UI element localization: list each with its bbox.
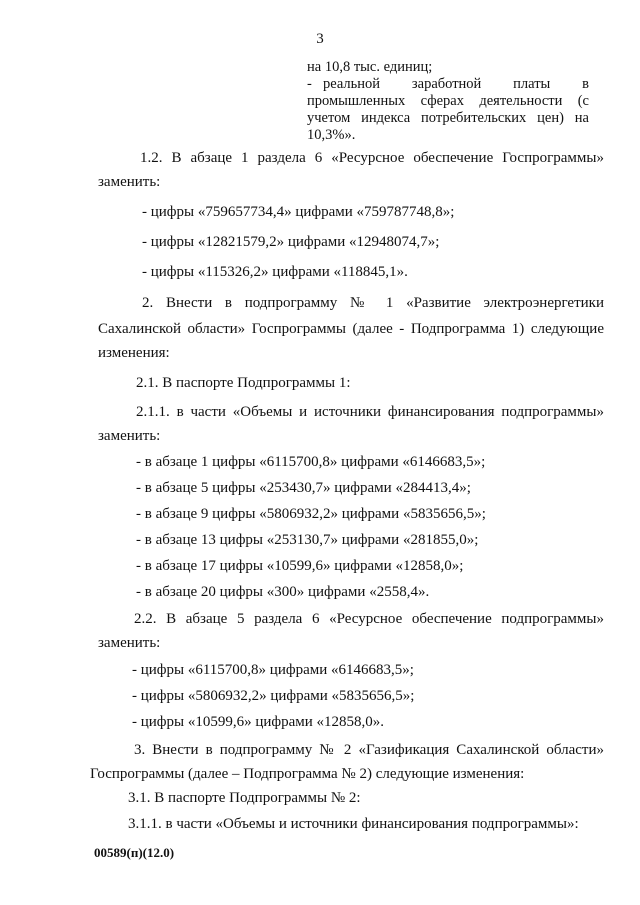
paragraph-line: 3.1. В паспорте Подпрограммы № 2: <box>128 790 361 806</box>
list-item: - в абзаце 20 цифры «300» цифрами «2558,4». <box>136 584 430 600</box>
paragraph-line: 3.1.1. в части «Объемы и источники финансирования подпрограммы»: <box>128 816 579 832</box>
paragraph-line: 2.1. В паспорте Подпрограммы 1: <box>136 375 351 391</box>
list-item: - в абзаце 17 цифры «10599,6» цифрами «12858,0»; <box>136 558 464 574</box>
list-item: - в абзаце 5 цифры «253430,7» цифрами «284413,4»; <box>136 480 471 496</box>
paragraph-line: 1.2. В абзаце 1 раздела 6 «Ресурсное обеспечение Госпрограммы» <box>140 150 604 166</box>
list-item: - в абзаце 1 цифры «6115700,8» цифрами «6146683,5»; <box>136 454 486 470</box>
list-item: - в абзаце 13 цифры «253130,7» цифрами «281855,0»; <box>136 532 479 548</box>
list-item: - цифры «10599,6» цифрами «12858,0». <box>132 714 385 730</box>
list-item: - в абзаце 9 цифры «5806932,2» цифрами «5835656,5»; <box>136 506 486 522</box>
paragraph-line: заменить: <box>98 635 161 651</box>
paragraph-line: Госпрограммы (далее – Подпрограмма № 2) следующие изменения: <box>90 766 525 782</box>
list-dash: - <box>307 76 312 92</box>
list-item-text-line1: реальной заработной платы в <box>323 76 589 92</box>
list-item-text-line2: промышленных сферах деятельности (с <box>307 93 589 109</box>
paragraph-line: Сахалинской области» Госпрограммы (далее - Подпрограмма 1) следующие <box>98 321 604 337</box>
paragraph-line: заменить: <box>98 428 161 444</box>
list-item: - цифры «6115700,8» цифрами «6146683,5»; <box>132 662 414 678</box>
document-code: 00589(п)(12.0) <box>94 845 175 860</box>
paragraph-line: изменения: <box>98 345 170 361</box>
page-number: 3 <box>316 31 324 47</box>
continued-list-fragment <box>307 59 589 144</box>
continued-line: на 10,8 тыс. единиц; <box>307 59 433 75</box>
paragraph-line: заменить: <box>98 174 161 190</box>
list-item-text-line3: учетом индекса потребительских цен) на <box>307 110 589 126</box>
paragraph-line: 2. Внести в подпрограмму № 1 «Развитие электроэнергетики <box>142 295 604 311</box>
list-item: - цифры «5806932,2» цифрами «5835656,5»; <box>132 688 415 704</box>
list-item: - цифры «12821579,2» цифрами «12948074,7»; <box>142 234 440 250</box>
paragraph-line: 2.2. В абзаце 5 раздела 6 «Ресурсное обеспечение подпрограммы» <box>134 611 604 627</box>
list-item-text-line4: 10,3%». <box>307 127 356 143</box>
paragraph-line: 3. Внести в подпрограмму № 2 «Газификация Сахалинской области» <box>134 742 604 758</box>
list-item: - цифры «759657734,4» цифрами «759787748,8»; <box>142 204 455 220</box>
paragraph-line: 2.1.1. в части «Объемы и источники финансирования подпрограммы» <box>136 404 604 420</box>
list-item <box>307 76 589 93</box>
list-item: - цифры «115326,2» цифрами «118845,1». <box>142 264 408 280</box>
